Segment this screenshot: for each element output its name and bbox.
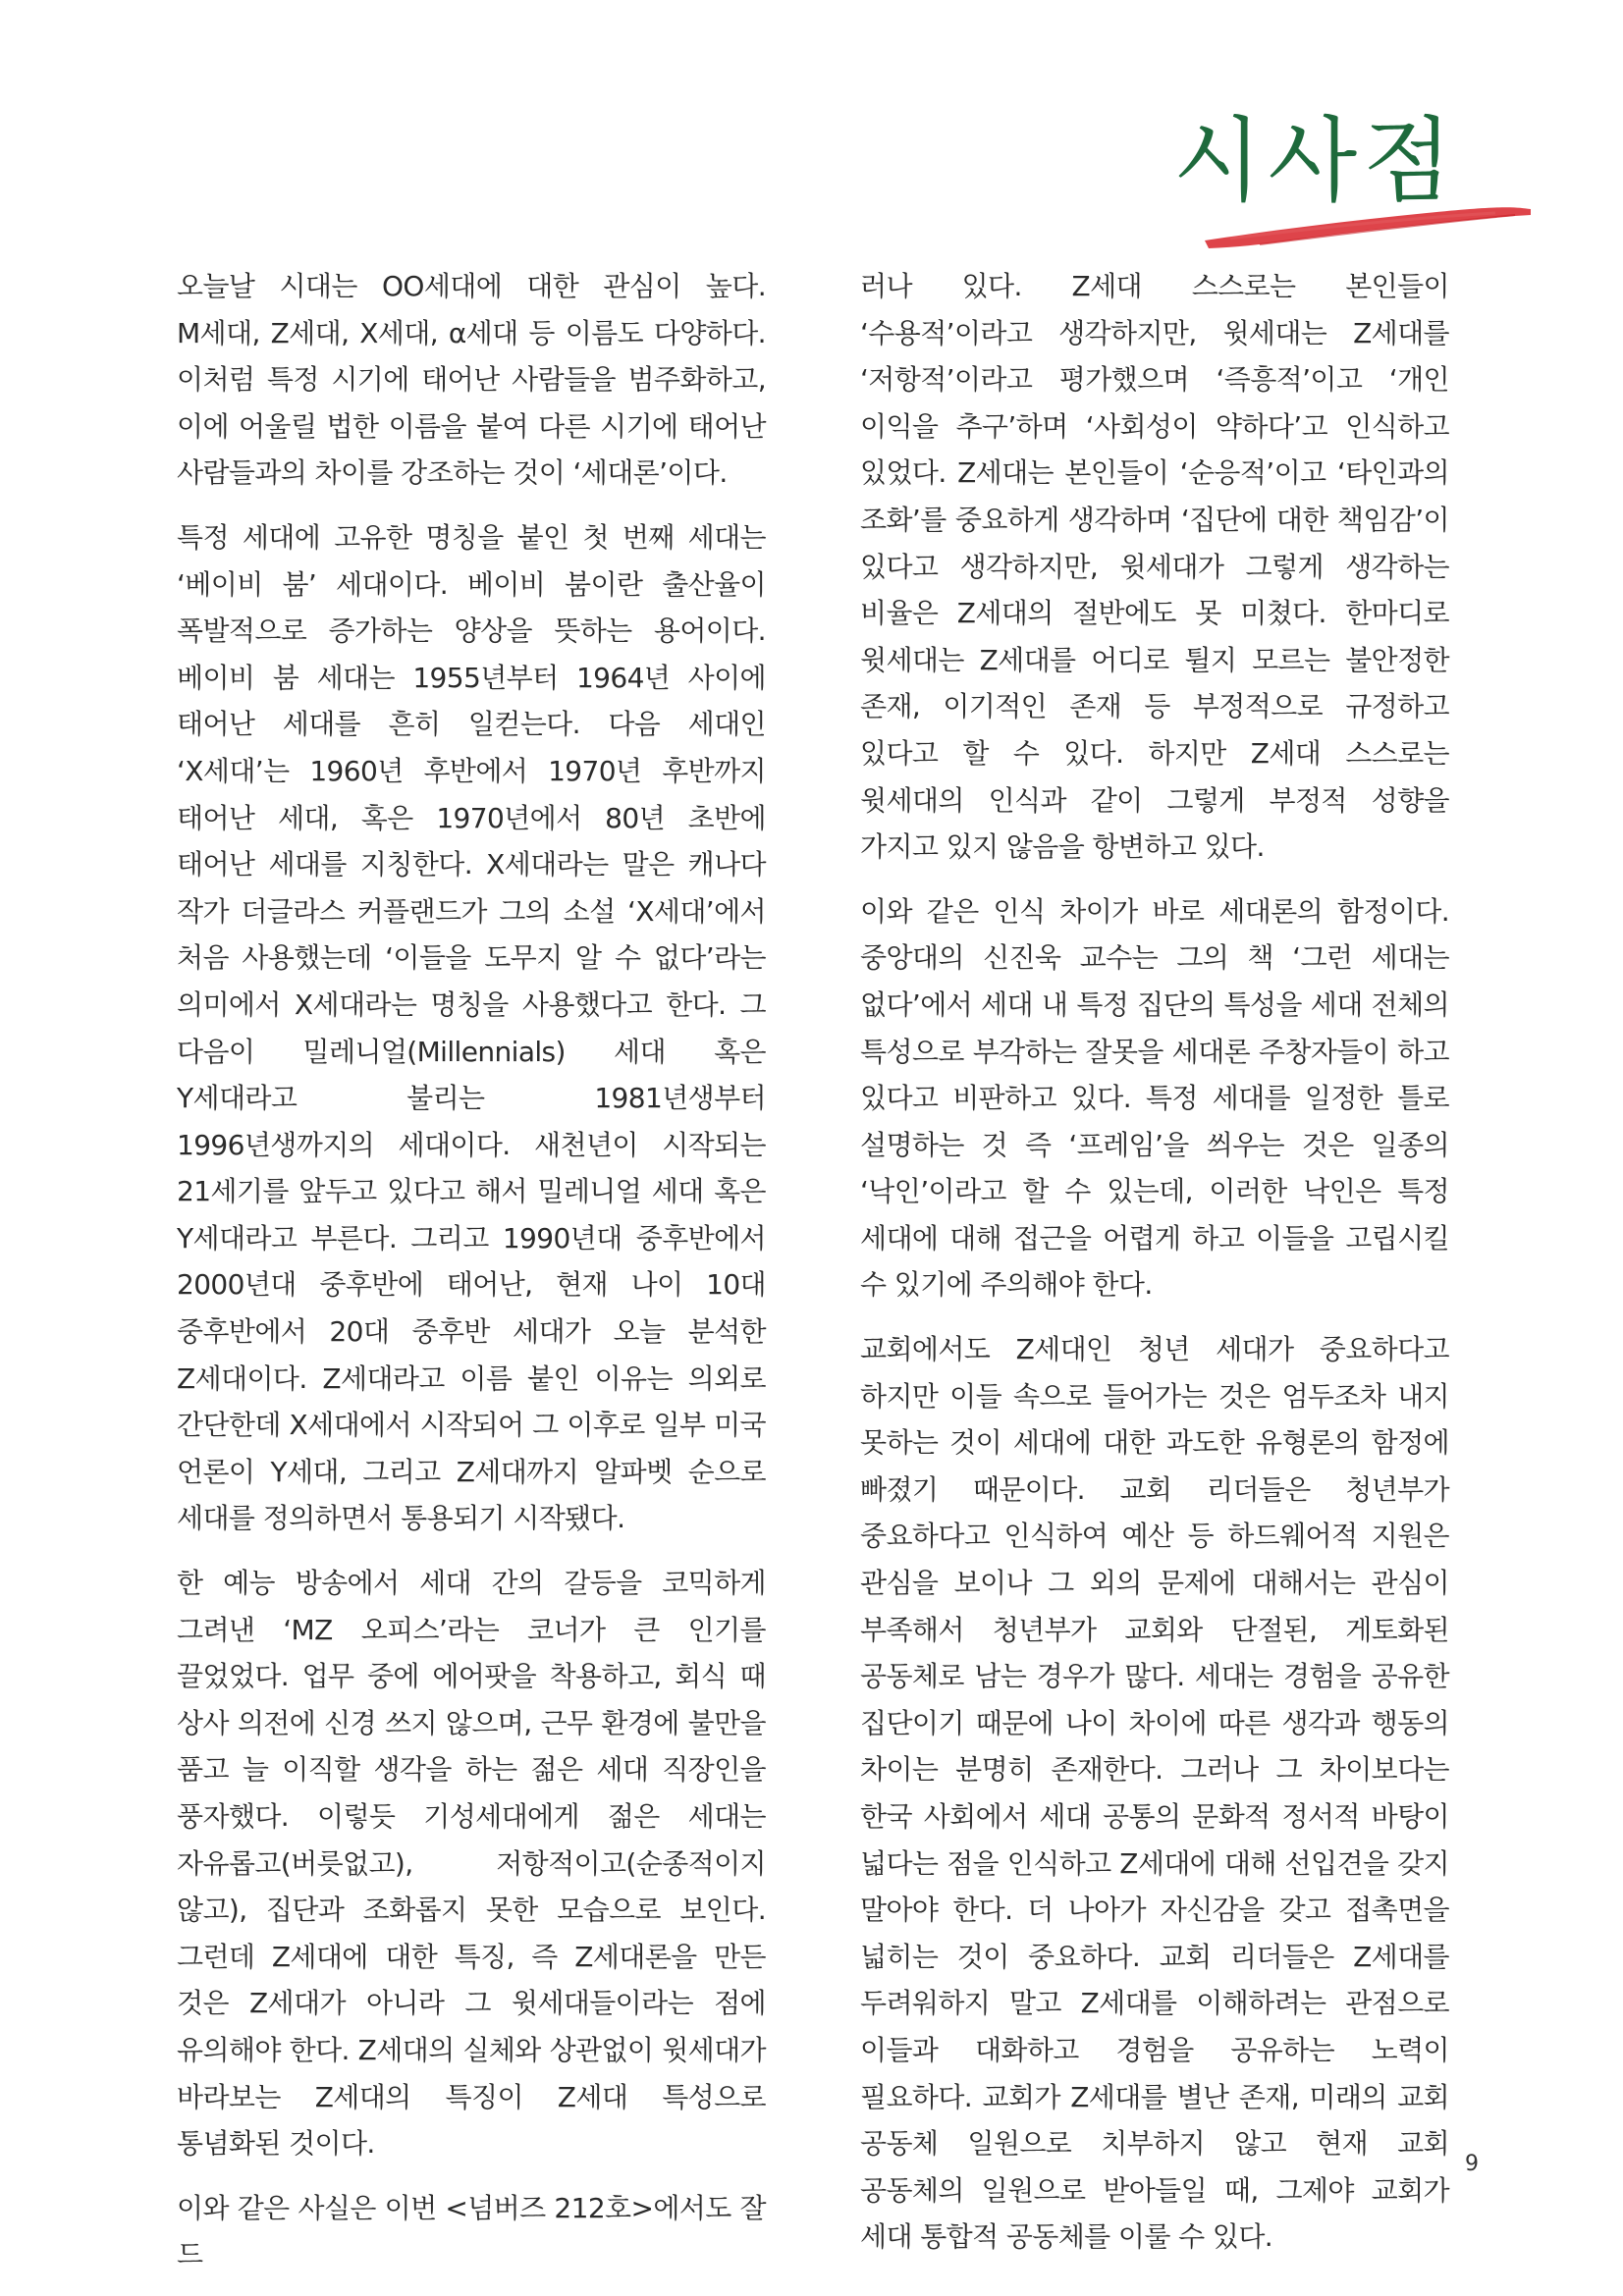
article-left-column	[177, 263, 766, 2296]
page-title: 시사점	[1172, 108, 1458, 215]
paragraph: 교회에서도 Z세대인 청년 세대가 중요하다고 하지만 이들 속으로 들어가는 것은 엄두조차 내지 못하는 것이 세대에 대한 과도한 유형론의 함정에 빠졌기 때문이다. 교회 리더들은 청년부가 중요하다고 인식하여 예산 등 하드웨어적 지원은 관심을 보이나 그 외의 문제에 대해서는 관심이 부족해서 청년부가 교회와 단절된, 게토화된 공동체로 남는 경우가 많다. 세대는 경험을 공유한 집단이기 때문에 나이 차이에 따른 생각과 행동의 차이는 분명히 존재한다. 그러나 그 차이보다는 한국 사회에서 세대 공통의 문화적 정서적 바탕이 넓다는 점을 인식하고 Z세대에 대해 선입견을 갖지 말아야 한다. 더 나아가 자신감을 갖고 접촉면을 넓히는 것이 중요하다. 교회 리더들은 Z세대를 두려워하지 말고 Z세대를 이해하려는 관점으로 이들과 대화하고 경험을 공유하는 노력이 필요하다. 교회가 Z세대를 별난 존재, 미래의 교회 공동체 일원으로 치부하지 않고 현재 교회 공동체의 일원으로 받아들일 때, 그제야 교회가 세대 통합적 공동체를 이룰 수 있다.	[860, 1333, 1449, 2254]
paragraph: 오늘날 시대는 OO세대에 대한 관심이 높다. M세대, Z세대, X세대, α세대 등 이름도 다양하다. 이처럼 특정 시기에 태어난 사람들을 범주화하고, 이에 어울릴 법한 이름을 붙여 다른 시기에 태어난 사람들과의 차이를 강조하는 것이 ‘세대론’이다.	[177, 270, 766, 490]
article-right-column	[860, 263, 1449, 2278]
paragraph: 이와 같은 사실은 이번 <넘버즈 212호>에서도 잘 드	[177, 2191, 766, 2271]
paragraph: 이와 같은 인식 차이가 바로 세대론의 함정이다. 중앙대의 신진욱 교수는 그의 책 ‘그런 세대는 없다’에서 세대 내 특정 집단의 특성을 세대 전체의 특성으로 부각하는 잘못을 세대론 주창자들이 하고 있다고 비판하고 있다. 특정 세대를 일정한 틀로 설명하는 것 즉 ‘프레임’을 씌우는 것은 일종의 ‘낙인’이라고 할 수 있는데, 이러한 낙인은 특정 세대에 대해 접근을 어렵게 하고 이들을 고립시킬 수 있기에 주의해야 한다.	[860, 894, 1449, 1302]
paragraph: 러나 있다. Z세대 스스로는 본인들이 ‘수용적’이라고 생각하지만, 윗세대는 Z세대를 ‘저항적’이라고 평가했으며 ‘즉흥적’이고 ‘개인 이익을 추구’하며 ‘사회성이 약하다’고 인식하고 있었다. Z세대는 본인들이 ‘순응적’이고 ‘타인과의 조화’를 중요하게 생각하며 ‘집단에 대한 책임감’이 있다고 생각하지만, 윗세대가 그렇게 생각하는 비율은 Z세대의 절반에도 못 미쳤다. 한마디로 윗세대는 Z세대를 어디로 튈지 모르는 불안정한 존재, 이기적인 존재 등 부정적으로 규정하고 있다고 할 수 있다. 하지만 Z세대 스스로는 윗세대의 인식과 같이 그렇게 부정적 성향을 가지고 있지 않음을 항변하고 있다.	[860, 270, 1449, 864]
red-brush-stroke	[1201, 201, 1535, 250]
page-number: 9	[1465, 2152, 1479, 2176]
paragraph: 특정 세대에 고유한 명칭을 붙인 첫 번째 세대는 ‘베이비 붐’ 세대이다. 베이비 붐이란 출산율이 폭발적으로 증가하는 양상을 뜻하는 용어이다. 베이비 붐 세대는 1955년부터 1964년 사이에 태어난 세대를 흔히 일컫는다. 다음 세대인 ‘X세대’는 1960년 후반에서 1970년 후반까지 태어난 세대, 혹은 1970년에서 80년 초반에 태어난 세대를 지칭한다. X세대라는 말은 캐나다 작가 더글라스 커플랜드가 그의 소설 ‘X세대’에서 처음 사용했는데 ‘이들을 도무지 알 수 없다’라는 의미에서 X세대라는 명칭을 사용했다고 한다. 그 다음이 밀레니얼(Millennials) 세대 혹은 Y세대라고 불리는 1981년생부터 1996년생까지의 세대이다. 새천년이 시작되는 21세기를 앞두고 있다고 해서 밀레니얼 세대 혹은 Y세대라고 부른다. 그리고 1990년대 중후반에서 2000년대 중후반에 태어난, 현재 나이 10대 중후반에서 20대 중후반 세대가 오늘 분석한 Z세대이다. Z세대라고 이름 붙인 이유는 의외로 간단한데 X세대에서 시작되어 그 이후로 일부 미국 언론이 Y세대, 그리고 Z세대까지 알파벳 순으로 세대를 정의하면서 통용되기 시작됐다.	[177, 520, 766, 1535]
paragraph: 한 예능 방송에서 세대 간의 갈등을 코믹하게 그려낸 ‘MZ 오피스’라는 코너가 큰 인기를 끌었었다. 업무 중에 에어팟을 착용하고, 회식 때 상사 의전에 신경 쓰지 않으며, 근무 환경에 불만을 품고 늘 이직할 생각을 하는 젊은 세대 직장인을 풍자했다. 이렇듯 기성세대에게 젊은 세대는 자유롭고(버릇없고), 저항적이고(순종적이지 않고), 집단과 조화롭지 못한 모습으로 보인다. 그런데 Z세대에 대한 특징, 즉 Z세대론을 만든 것은 Z세대가 아니라 그 윗세대들이라는 점에 유의해야 한다. Z세대의 실체와 상관없이 윗세대가 바라보는 Z세대의 특징이 Z세대 특성으로 통념화된 것이다.	[177, 1567, 766, 2161]
